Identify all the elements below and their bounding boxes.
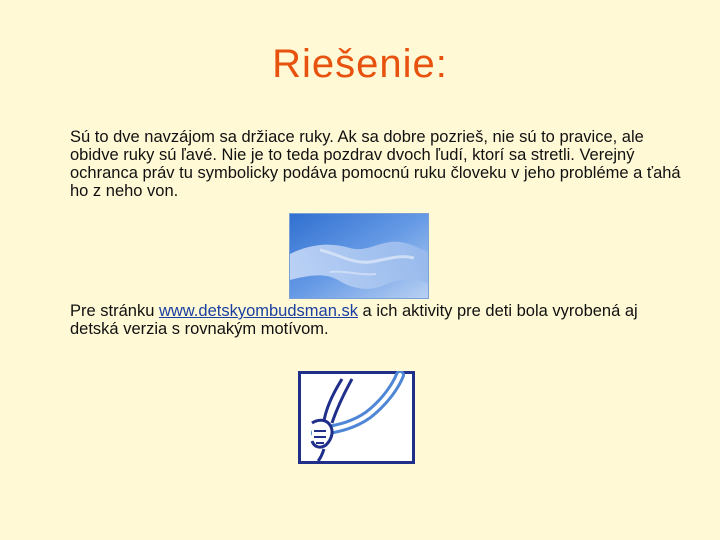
handshake-icon [290,214,428,298]
kids-logo-image [298,371,415,464]
slide-title: Riešenie: [272,42,448,86]
paragraph2-prefix: Pre stránku [70,302,159,320]
paragraph2-suffix: a ich aktivity pre deti bola vyrobená aj detská verzia s rovnakým motívom. [70,302,638,338]
explanation-paragraph: Sú to dve navzájom sa držiace ruky. Ak sa dobre pozrieš, nie sú to pravice, ale obidve ruky sú ľavé. Nie je to teda pozdrav dvoch ľudí, ktorí sa stretli. Verejný ochranca práv tu symbolicky podáva pomocnú ruku človeku v jeho probléme a ťahá ho z neho von. [70,128,681,200]
kids-handshake-icon [298,371,415,464]
handshake-image [289,213,429,299]
kids-version-paragraph [70,302,690,338]
website-link[interactable]: www.detskyombudsman.sk [158,302,358,320]
